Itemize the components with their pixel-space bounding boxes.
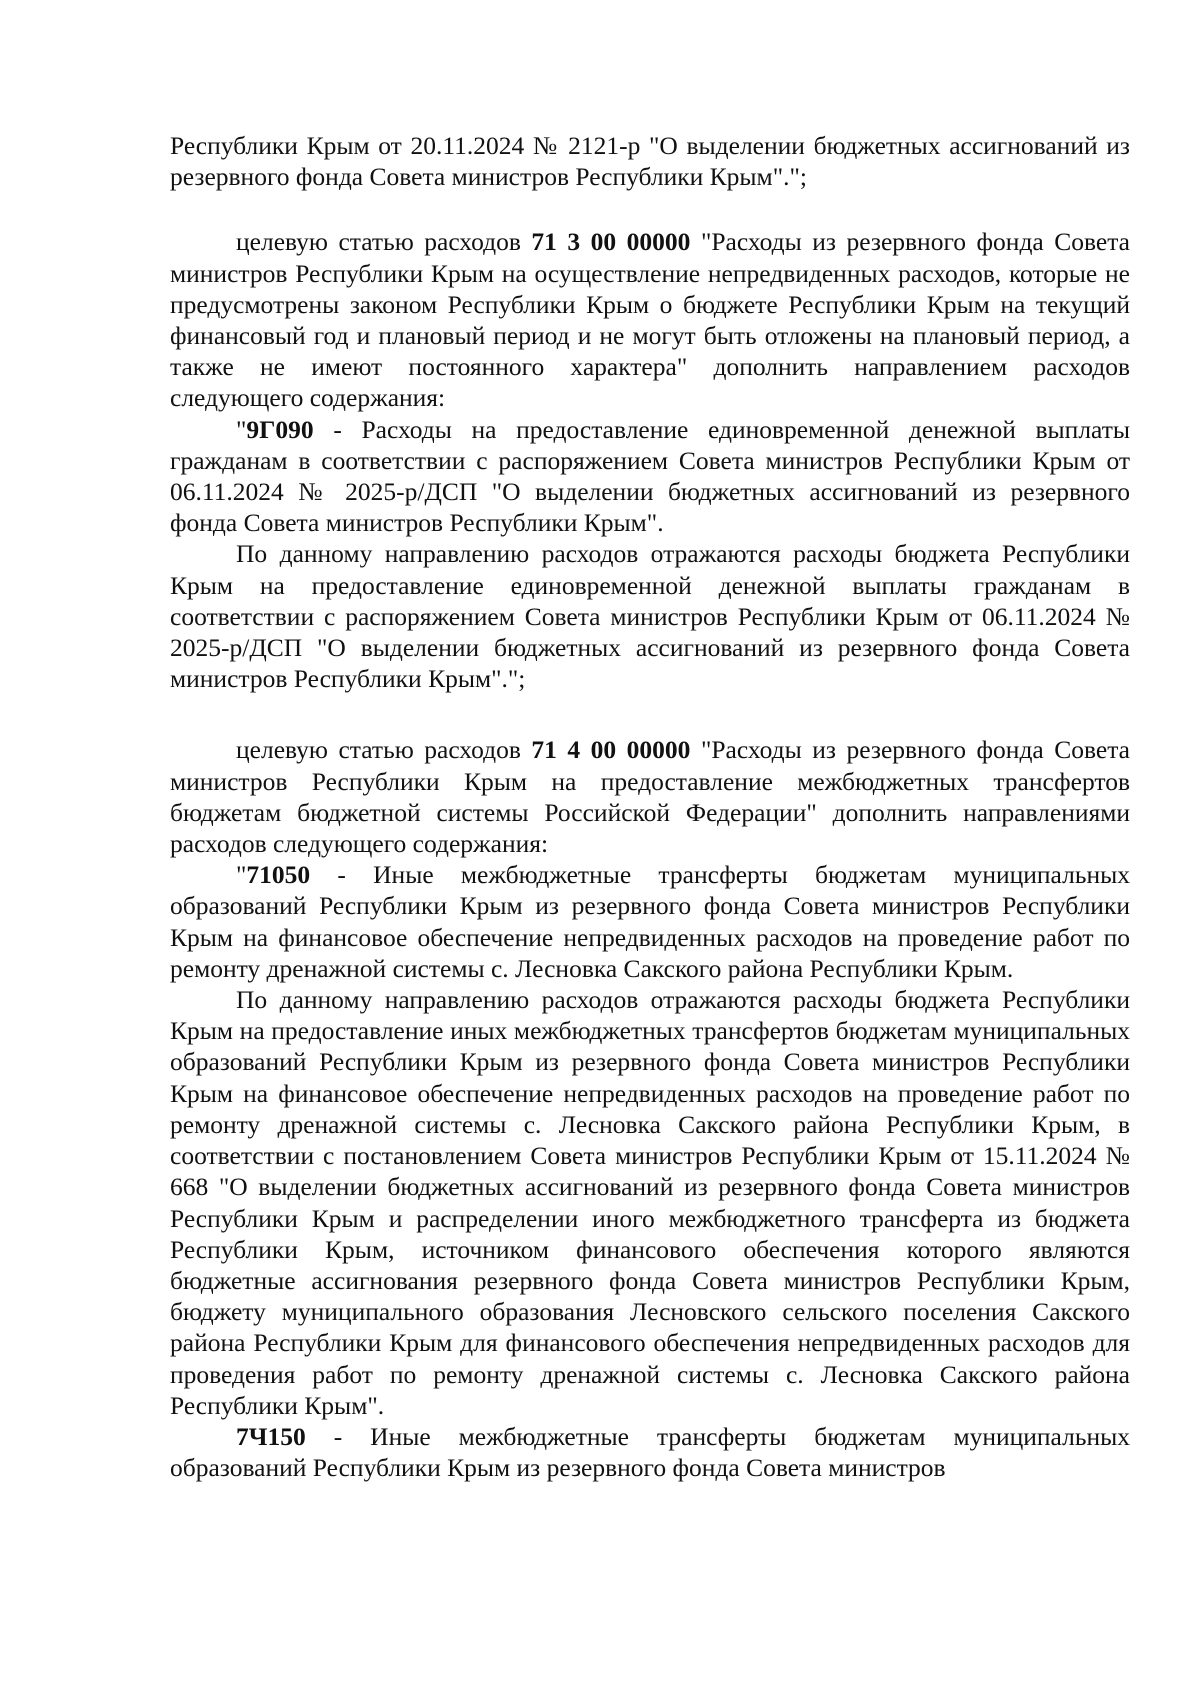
budget-code: 7Ч150 [236,1421,306,1451]
paragraph-direction-9g090 [170,414,1130,539]
paragraph-continuation: Республики Крым от 20.11.2024 № 2121-р "О выделении бюджетных ассигнований из резервного фонда Совета министров Республики Крым"."; [170,131,1130,192]
paragraph-direction-7ch150 [170,1421,1130,1483]
paragraph-direction-71050 [170,859,1130,984]
document-page [170,130,1130,1483]
text-body: "Расходы из резервного фонда Совета министров Республики Крым на осуществление непредвиденных расходов, которые не предусмотрены законом Республики Крым о бюджете Республики Крым на текущий финансовый год и плановый период и не могут быть отложены на плановый период, а также не имеют постоянного характера" дополнить направлением расходов следующего содержания: [170,227,1131,413]
budget-code: 71050 [246,860,311,890]
text-body: - Иные межбюджетные трансферты бюджетам муниципальных образований Республики Крым из резервного фонда Совета министров Республики Крым на финансовое обеспечение непредвиденных расходов на проведение работ по ремонту дренажной системы с. Лесновка Сакского района Республики Крым. [170,860,1130,983]
paragraph-target-article-71-3 [170,226,1130,413]
opening-quote: " [236,860,247,890]
text-prefix: целевую статью расходов [236,227,532,257]
budget-code: 71 4 00 00000 [531,735,691,765]
paragraph-direction-71050-description: По данному направлению расходов отражаются расходы бюджета Республики Крым на предоставление иных межбюджетных трансфертов бюджетам муниципальных образований Республики Крым из резервного фонда Совета министров Республики Крым на финансовое обеспечение непредвиденных расходов на проведение работ по ремонту дренажной системы с. Лесновка Сакского района Республики Крым, в соответствии с постановлением Совета министров Республики Крым от 15.11.2024 № 668 "О выделении бюджетных ассигнований из резервного фонда Совета министров Республики Крым и распределении иного межбюджетного трансферта из бюджета Республики Крым, источником финансового обеспечения которого являются бюджетные ассигнования резервного фонда Совета министров Республики Крым, бюджету муниципального образования Лесновского сельского поселения Сакского района Республики Крым для финансового обеспечения непредвиденных расходов для проведения работ по ремонту дренажной системы с. Лесновка Сакского района Республики Крым". [170,985,1130,1420]
text-prefix: целевую статью расходов [236,735,532,765]
budget-code: 71 3 00 00000 [531,227,691,257]
opening-quote: " [236,414,247,444]
text-body: - Расходы на предоставление единовременной денежной выплаты гражданам в соответствии с распоряжением Совета министров Республики Крым от 06.11.2024 № 2025-р/ДСП "О выделении бюджетных ассигнований из резервного фонда Совета министров Республики Крым". [170,414,1130,538]
text-body: - Иные межбюджетные трансферты бюджетам муниципальных образований Республики Крым из резервного фонда Совета министров [170,1421,1130,1483]
budget-code: 9Г090 [246,414,314,444]
paragraph-target-article-71-4 [170,734,1130,859]
text-body: "Расходы из резервного фонда Совета министров Республики Крым на предоставление межбюджетных трансфертов бюджетам бюджетной системы Российской Федерации" дополнить направлениями расходов следующего содержания: [170,735,1131,859]
paragraph-direction-9g090-description: По данному направлению расходов отражаются расходы бюджета Республики Крым на предоставление единовременной денежной выплаты гражданам в соответствии с распоряжением Совета министров Республики Крым от 06.11.2024 № 2025-р/ДСП "О выделении бюджетных ассигнований из резервного фонда Совета министров Республики Крым"."; [170,539,1130,694]
